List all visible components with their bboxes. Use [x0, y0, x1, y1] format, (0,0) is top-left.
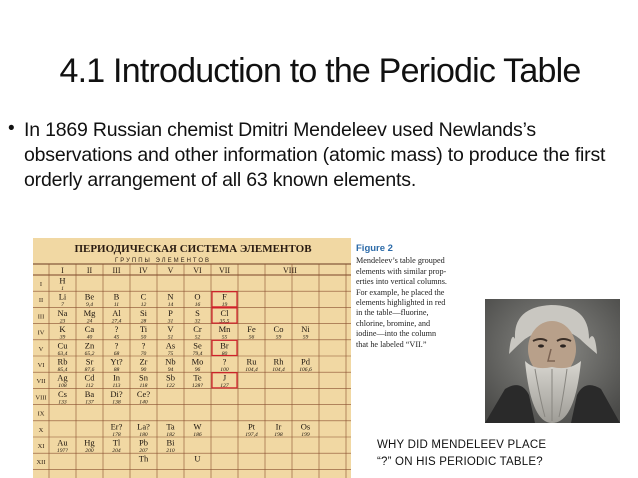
- element-symbol: Br: [220, 340, 229, 351]
- element-symbol: C: [140, 291, 147, 302]
- element-symbol: Pb: [139, 437, 148, 448]
- table-subheader: ГРУППЫ ЭЛЕМЕНТОВ: [115, 258, 211, 264]
- element-symbol: Mn: [218, 324, 231, 335]
- element-symbol: H: [59, 275, 66, 286]
- element-symbol: Fe: [247, 324, 256, 335]
- element-symbol: Ni: [301, 324, 310, 335]
- atomic-mass: 94: [167, 367, 174, 373]
- group-label: VI: [193, 266, 202, 275]
- element-symbol: Cd: [84, 372, 95, 383]
- atomic-mass: 55: [221, 334, 228, 341]
- element-symbol: V: [167, 324, 174, 335]
- atomic-mass: 100: [220, 367, 229, 373]
- element-symbol: Co: [273, 324, 284, 335]
- element-symbol: Ti: [139, 324, 148, 335]
- caption-line: in the table—fluorine,: [356, 308, 429, 318]
- row-label: VI: [37, 362, 45, 369]
- caption-line: For example, he placed the: [356, 287, 445, 297]
- atomic-mass: 39: [59, 334, 66, 341]
- slide-title: 4.1 Introduction to the Periodic Table: [59, 52, 581, 90]
- element-symbol: Zn: [84, 340, 95, 351]
- element-symbol: Mo: [191, 356, 204, 367]
- atomic-mass: 128?: [191, 383, 204, 390]
- bullet-point: [8, 118, 634, 193]
- element-symbol: ?: [114, 324, 119, 335]
- element-symbol: W: [193, 421, 202, 432]
- row-label: IV: [37, 329, 45, 337]
- element-symbol: Au: [57, 437, 68, 448]
- figure-label: Figure 2: [356, 243, 393, 254]
- periodic-table-graphic: [33, 238, 351, 478]
- element-symbol: Cl: [220, 307, 229, 318]
- caption-line: chlorine, bromine, and: [356, 318, 431, 328]
- discussion-question: [377, 437, 587, 471]
- element-symbol: Ir: [275, 421, 282, 432]
- element-symbol: Ag: [57, 372, 68, 383]
- atomic-mass: 133: [58, 399, 67, 406]
- atomic-mass: 113: [112, 383, 121, 390]
- caption-line: that he labeled “VII.”: [356, 339, 427, 349]
- atomic-mass: 32: [194, 318, 201, 325]
- atomic-mass: 68: [113, 350, 120, 357]
- element-symbol: Cr: [193, 324, 202, 335]
- atomic-mass: 19: [221, 302, 228, 309]
- row-label: II: [38, 297, 44, 305]
- element-symbol: ?: [222, 356, 227, 367]
- group-label: V: [167, 266, 174, 275]
- atomic-mass: 23: [59, 318, 66, 325]
- atomic-mass: 80: [221, 350, 228, 357]
- atomic-mass: 24: [86, 318, 93, 325]
- element-symbol: K: [59, 324, 66, 335]
- element-symbol: U: [194, 453, 201, 464]
- atomic-mass: 31: [167, 318, 174, 325]
- element-symbol: In: [112, 372, 121, 383]
- atomic-mass: 118: [139, 383, 148, 390]
- atomic-mass: 52: [194, 334, 201, 341]
- atomic-mass: 197,4: [245, 431, 258, 438]
- atomic-mass: 51: [167, 334, 174, 341]
- atomic-mass: 14: [167, 302, 174, 309]
- element-symbol: Di?: [110, 388, 123, 399]
- bullet-text: In 1869 Russian chemist Dmitri Mendeleev used Newlands’s observations and other information (atomic mass) to produce the first orderly arrangement of all 63 known elements.: [24, 119, 606, 191]
- atomic-mass: 207: [139, 448, 148, 454]
- atomic-mass: 50: [140, 334, 147, 341]
- question-line-2: “?” ON HIS PERIODIC TABLE?: [377, 456, 543, 468]
- atomic-mass: 7: [61, 302, 64, 309]
- row-label: III: [37, 313, 45, 321]
- atomic-mass: 75: [167, 350, 174, 357]
- element-symbol: Th: [138, 453, 149, 464]
- element-symbol: S: [195, 307, 200, 318]
- atomic-mass: 198: [274, 431, 283, 438]
- element-symbol: Si: [139, 307, 148, 318]
- atomic-mass: 87,6: [84, 367, 95, 373]
- element-symbol: Ta: [166, 421, 175, 432]
- element-symbol: Ca: [84, 324, 95, 335]
- atomic-mass: 200: [85, 448, 94, 454]
- element-symbol: F: [222, 291, 227, 302]
- atomic-mass: 137: [85, 399, 94, 406]
- atomic-mass: 59: [275, 334, 282, 341]
- atomic-mass: 27,4: [111, 318, 122, 325]
- row-label: VII: [36, 378, 46, 386]
- element-symbol: Al: [112, 307, 121, 318]
- caption-line: iodine—into the column: [356, 329, 437, 339]
- element-symbol: Se: [193, 340, 202, 351]
- atomic-mass: 40: [86, 334, 93, 341]
- question-line-1: WHY DID MENDELEEV PLACE: [377, 439, 547, 451]
- table-header: ПЕРИОДИЧЕСКАЯ СИСТЕМА ЭЛЕМЕНТОВ: [74, 243, 312, 255]
- atomic-mass: 199: [301, 431, 310, 438]
- element-symbol: Hg: [84, 437, 95, 448]
- row-label: I: [39, 281, 43, 288]
- element-symbol: Rh: [273, 356, 284, 367]
- group-label: I: [61, 266, 64, 275]
- atomic-mass: 12: [140, 302, 147, 309]
- element-symbol: Ce?: [136, 388, 151, 399]
- element-symbol: Bi: [166, 437, 175, 448]
- element-symbol: Be: [84, 291, 95, 302]
- atomic-mass: 127: [220, 383, 229, 390]
- atomic-mass: 104,4: [272, 367, 285, 373]
- atomic-mass: 9,4: [86, 302, 93, 309]
- atomic-mass: 197?: [56, 448, 69, 454]
- group-label: II: [86, 266, 93, 275]
- atomic-mass: 180: [139, 431, 148, 438]
- atomic-mass: 65,2: [84, 350, 95, 357]
- element-symbol: Rb: [57, 356, 68, 367]
- atomic-mass: 182: [166, 431, 175, 438]
- atomic-mass: 96: [194, 367, 201, 373]
- atomic-mass: 35,5: [219, 318, 230, 325]
- figure-caption: [356, 244, 478, 350]
- atomic-mass: 204: [112, 448, 121, 454]
- element-symbol: Te: [193, 372, 202, 383]
- atomic-mass: 45: [113, 334, 120, 341]
- caption-line: Mendeleev’s table grouped: [356, 256, 445, 266]
- atomic-mass: 108: [58, 383, 67, 390]
- portrait-photo: [485, 299, 620, 423]
- element-symbol: ?: [141, 340, 146, 351]
- element-symbol: Na: [57, 307, 68, 318]
- row-label: X: [38, 426, 44, 434]
- atomic-mass: 90: [140, 367, 147, 373]
- atomic-mass: 122: [166, 383, 175, 390]
- element-symbol: P: [168, 307, 173, 318]
- element-symbol: Sr: [85, 356, 94, 367]
- element-symbol: Li: [58, 291, 67, 302]
- mendeleev-portrait: [485, 299, 620, 423]
- element-symbol: Nb: [165, 356, 176, 367]
- element-symbol: N: [167, 291, 174, 302]
- element-symbol: Tl: [112, 437, 121, 448]
- atomic-mass: 1: [61, 286, 64, 292]
- group-label: IV: [139, 266, 148, 275]
- element-symbol: ?: [114, 340, 119, 351]
- element-symbol: Mg: [83, 307, 96, 318]
- caption-line: erties into vertical columns.: [356, 277, 447, 287]
- caption-line: elements with similar prop-: [356, 266, 447, 276]
- row-label: V: [38, 345, 44, 353]
- element-symbol: Sb: [166, 372, 175, 383]
- element-symbol: Ru: [246, 356, 257, 367]
- atomic-mass: 186: [193, 431, 202, 438]
- element-symbol: Os: [300, 421, 311, 432]
- atomic-mass: 59: [302, 334, 309, 341]
- atomic-mass: 106,6: [299, 367, 312, 373]
- figure-caption-text: [356, 256, 478, 350]
- group-label: VIII: [283, 266, 297, 275]
- element-symbol: Yt?: [110, 356, 123, 367]
- atomic-mass: 178: [112, 431, 121, 438]
- element-symbol: As: [165, 340, 176, 351]
- element-symbol: Ba: [84, 388, 95, 399]
- element-symbol: B: [113, 291, 120, 302]
- atomic-mass: 112: [85, 383, 94, 390]
- atomic-mass: 85,4: [57, 367, 68, 373]
- atomic-mass: 210: [166, 448, 175, 454]
- atomic-mass: 140: [139, 399, 148, 406]
- element-symbol: J: [222, 372, 227, 383]
- row-label: XII: [36, 459, 46, 467]
- atomic-mass: 104,4: [245, 367, 258, 373]
- atomic-mass: 70: [140, 350, 147, 357]
- element-symbol: Zr: [139, 356, 148, 367]
- atomic-mass: 11: [113, 302, 120, 309]
- caption-line: elements highlighted in red: [356, 298, 446, 308]
- element-symbol: Er?: [110, 421, 123, 432]
- element-symbol: Pt: [247, 421, 256, 432]
- atomic-mass: 79,4: [192, 350, 203, 357]
- atomic-mass: 56: [248, 334, 255, 341]
- row-label: VIII: [35, 394, 47, 402]
- element-symbol: Cs: [58, 388, 67, 399]
- atomic-mass: 88: [113, 367, 120, 373]
- atomic-mass: 63,4: [57, 350, 68, 357]
- row-label: XI: [37, 443, 45, 450]
- group-label: III: [112, 266, 121, 275]
- atomic-mass: 16: [194, 302, 201, 309]
- element-symbol: Cu: [57, 340, 68, 351]
- atomic-mass: 28: [140, 318, 147, 325]
- group-label: VII: [218, 266, 231, 275]
- row-label: IX: [37, 410, 45, 418]
- bullet-symbol: •: [8, 118, 15, 139]
- mendeleev-periodic-table-image: [33, 238, 351, 478]
- element-symbol: Pd: [301, 356, 310, 367]
- element-symbol: La?: [137, 421, 150, 432]
- element-symbol: O: [194, 291, 201, 302]
- element-symbol: Sn: [139, 372, 148, 383]
- atomic-mass: 138: [112, 399, 121, 406]
